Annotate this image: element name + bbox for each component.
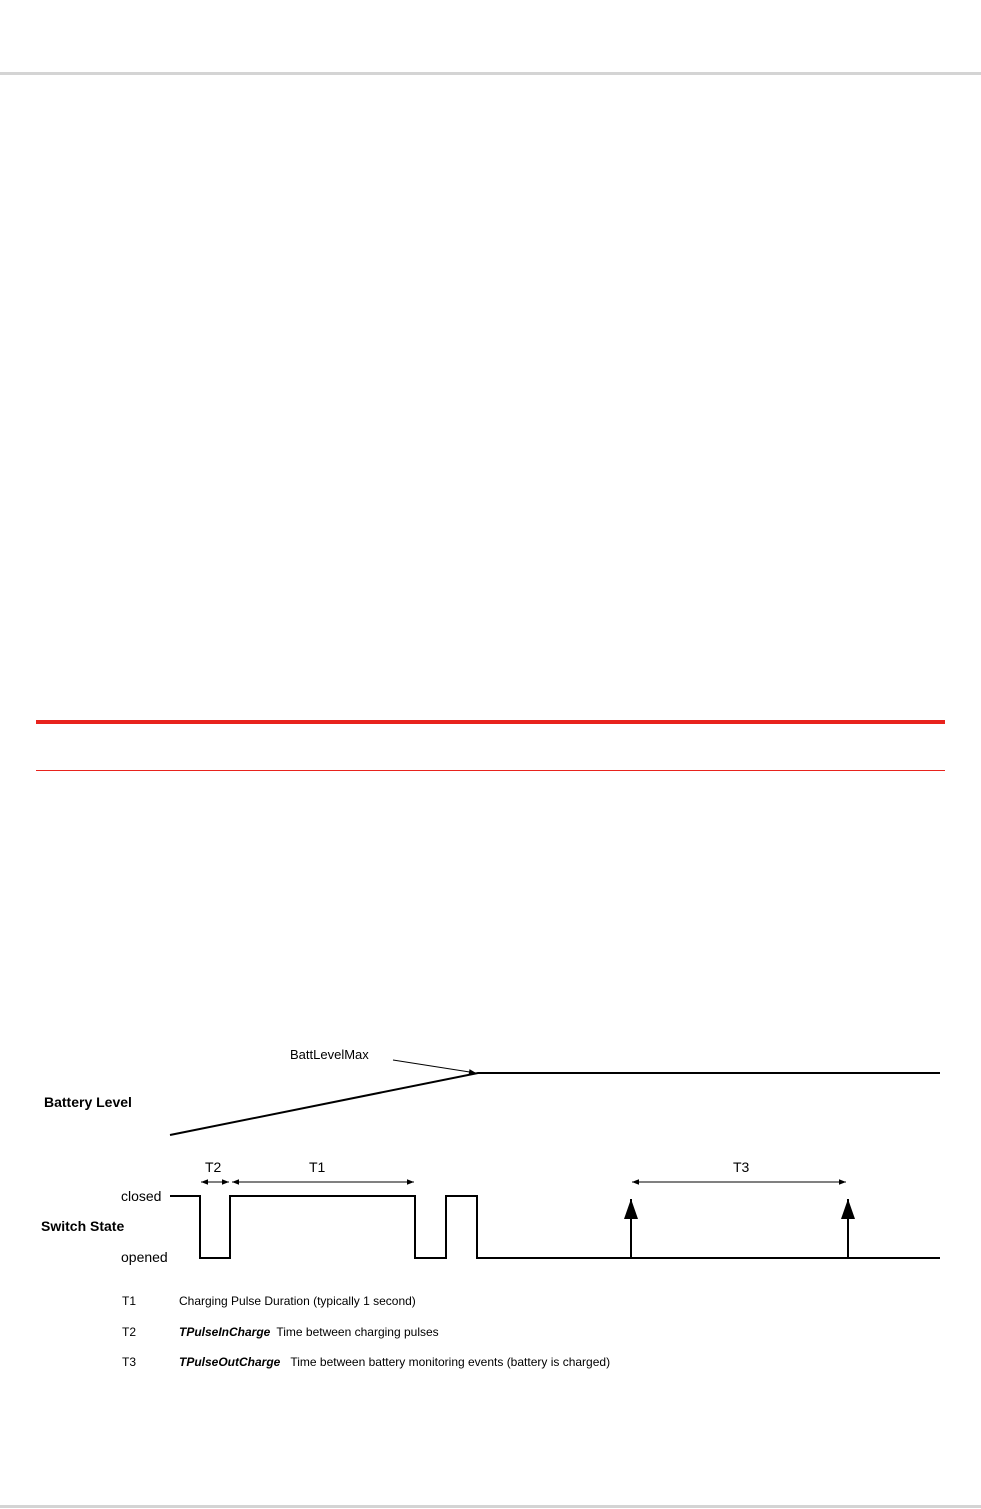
battery-level-line: [170, 1073, 940, 1135]
legend-key-t2: T2: [122, 1325, 137, 1339]
t1-label: T1: [309, 1159, 326, 1175]
legend-line-t3: [179, 1355, 610, 1369]
legend: [122, 1294, 610, 1369]
closed-label: closed: [121, 1188, 162, 1204]
legend-name-t3: TPulseOutCharge: [179, 1355, 281, 1369]
legend-line-t2: [179, 1325, 439, 1339]
battery-level-label: Battery Level: [44, 1094, 132, 1110]
switch-state-label: Switch State: [41, 1218, 125, 1234]
batt-level-max-label: BattLevelMax: [290, 1047, 369, 1062]
legend-key-t3: T3: [122, 1355, 137, 1369]
legend-name-t2: TPulseInCharge: [179, 1325, 271, 1339]
opened-label: opened: [121, 1249, 168, 1265]
legend-description-t2: Time between charging pulses: [276, 1325, 439, 1339]
legend-description-t3: Time between battery monitoring events (battery is charged): [290, 1355, 611, 1369]
t2-label: T2: [205, 1159, 222, 1175]
batt-level-max-pointer: [393, 1060, 476, 1073]
legend-description-t1: Charging Pulse Duration (typically 1 second): [179, 1294, 416, 1308]
t3-label: T3: [733, 1159, 750, 1175]
switch-state-waveform: [170, 1196, 940, 1258]
legend-key-t1: T1: [122, 1294, 137, 1308]
